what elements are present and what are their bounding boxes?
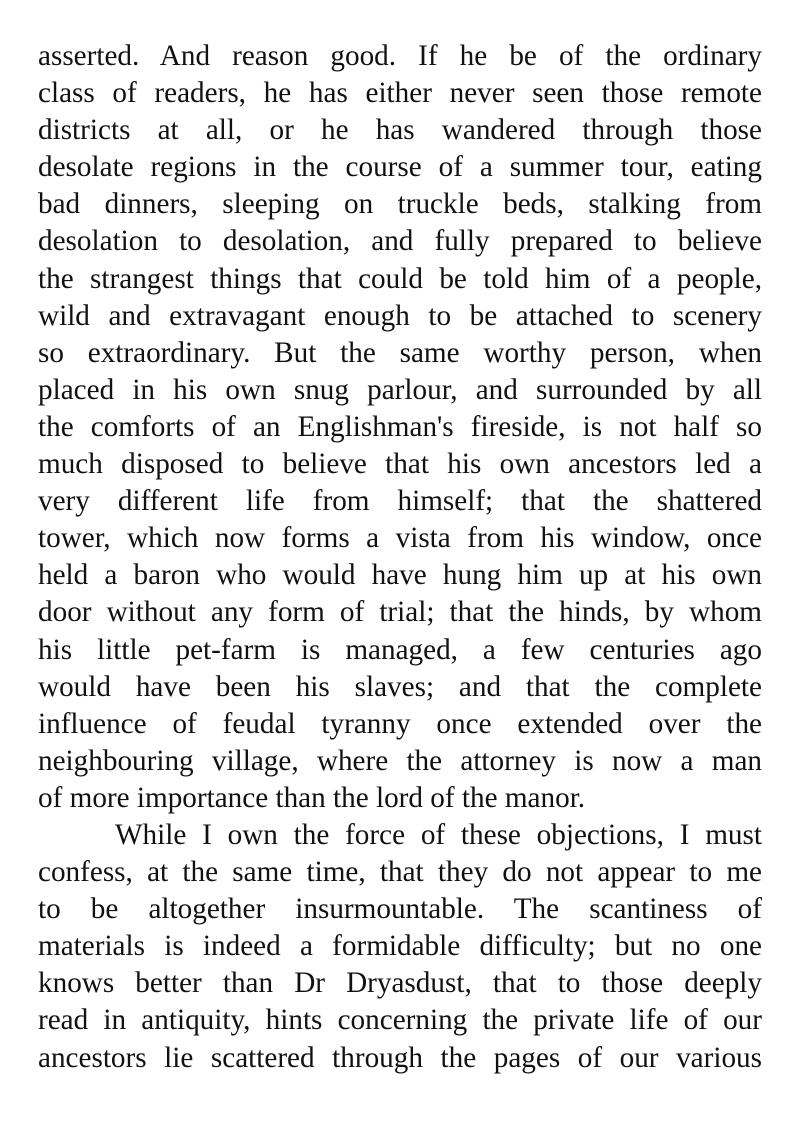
text-line: so extraordinary. But the same worthy person, when: [38, 336, 762, 369]
paragraph: [38, 38, 762, 817]
text-line: desolation to desolation, and fully prepared to believe: [38, 225, 762, 258]
text-line: knows better than Dr Dryasdust, that to those deeply: [38, 967, 762, 1000]
text-line: While I own the force of these objections, I must: [115, 818, 762, 851]
text-line: districts at all, or he has wandered through those: [38, 114, 762, 147]
document-page: [38, 38, 762, 1077]
text-line: of more importance than the lord of the manor.: [38, 781, 586, 814]
text-line: class of readers, he has either never seen those remote: [38, 77, 762, 110]
paragraph: [38, 817, 762, 1077]
text-line: would have been his slaves; and that the complete: [38, 670, 762, 703]
text-line: wild and extravagant enough to be attached to scenery: [38, 299, 762, 332]
text-line: his little pet-farm is managed, a few centuries ago: [38, 633, 762, 666]
text-line: confess, at the same time, that they do not appear to me: [38, 856, 762, 889]
text-line: the comforts of an Englishman's fireside, is not half so: [38, 410, 762, 443]
text-line: ancestors lie scattered through the pages of our various: [38, 1041, 762, 1074]
text-line: bad dinners, sleeping on truckle beds, stalking from: [38, 188, 762, 221]
text-line: held a baron who would have hung him up at his own: [38, 559, 762, 592]
text-line: read in antiquity, hints concerning the private life of our: [38, 1004, 762, 1037]
text-line: tower, which now forms a vista from his window, once: [38, 522, 762, 555]
text-line: asserted. And reason good. If he be of the ordinary: [38, 40, 762, 72]
text-line: to be altogether insurmountable. The scantiness of: [38, 893, 762, 926]
text-line: door without any form of trial; that the hinds, by whom: [38, 596, 762, 629]
text-line: placed in his own snug parlour, and surrounded by all: [38, 373, 762, 406]
text-line: the strangest things that could be told him of a people,: [38, 262, 762, 295]
text-line: influence of feudal tyranny once extended over the: [38, 707, 762, 740]
text-line: desolate regions in the course of a summer tour, eating: [38, 151, 762, 184]
text-line: materials is indeed a formidable difficulty; but no one: [38, 930, 762, 963]
text-line: very different life from himself; that the shattered: [38, 485, 762, 518]
text-line: neighbouring village, where the attorney is now a man: [38, 744, 762, 777]
text-line: much disposed to believe that his own ancestors led a: [38, 448, 762, 481]
